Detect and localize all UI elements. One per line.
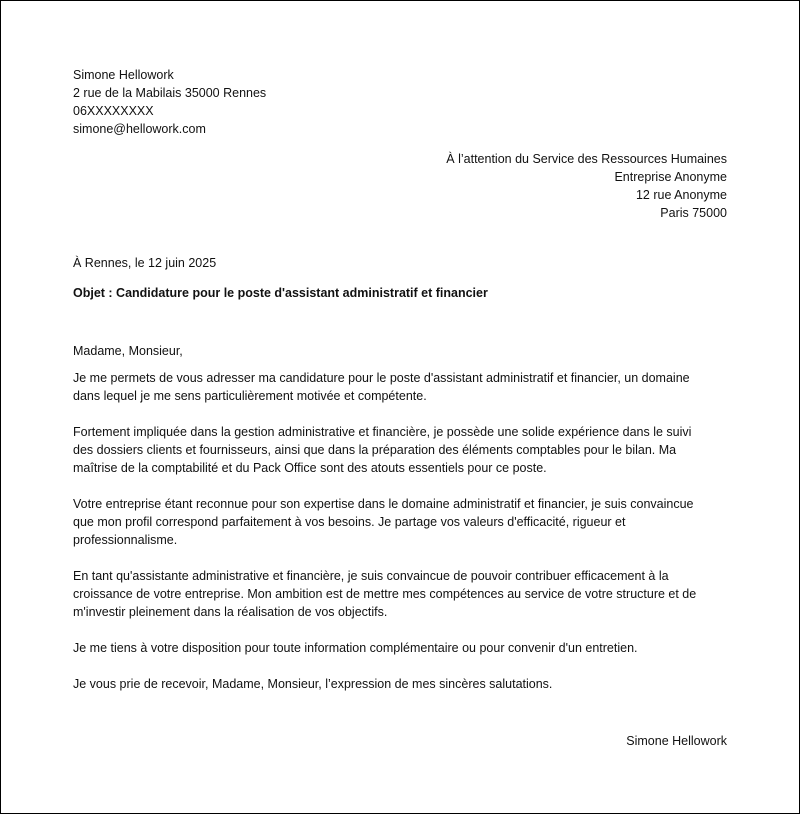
paragraph-line: En tant qu'assistante administrative et financière, je suis convaincue de pouvoir contribuer efficacement à la (73, 569, 669, 583)
sender-name: Simone Hellowork (73, 68, 174, 82)
paragraph-line: que mon profil correspond parfaitement à vos besoins. Je partage vos valeurs d'efficacité, rigueur et (73, 515, 626, 529)
paragraph (73, 639, 729, 657)
paragraph-line: m'investir pleinement dans la réalisation de vos objectifs. (73, 605, 388, 619)
paragraph-line: Je vous prie de recevoir, Madame, Monsieur, l’expression de mes sincères salutations. (73, 677, 553, 691)
paragraph-line: Fortement impliquée dans la gestion administrative et financière, je possède une solide expérience dans le suivi (73, 425, 692, 439)
date-line: À Rennes, le 12 juin 2025 (73, 256, 217, 270)
paragraph (73, 495, 729, 549)
recipient-company: Entreprise Anonyme (614, 170, 727, 184)
letter-body (73, 342, 729, 711)
paragraph-line: des dossiers clients et fournisseurs, ainsi que dans la préparation des éléments comptables pour le bilan. Ma (73, 443, 677, 457)
sender-phone: 06XXXXXXXX (73, 104, 154, 118)
recipient-street: 12 rue Anonyme (635, 188, 727, 202)
subject-line: Objet : Candidature pour le poste d'assistant administratif et financier (73, 286, 488, 300)
paragraph-line: croissance de votre entreprise. Mon ambition est de mettre mes compétences au service de votre structure et de (73, 587, 697, 601)
paragraph (73, 567, 729, 621)
paragraph (73, 675, 729, 693)
sender-email: simone@hellowork.com (73, 122, 206, 136)
recipient-city: Paris 75000 (660, 206, 727, 220)
recipient-block (446, 150, 727, 222)
paragraph-line: Je me permets de vous adresser ma candidature pour le poste d'assistant administratif et financier, un domaine (73, 371, 690, 385)
signature: Simone Hellowork (626, 734, 727, 748)
paragraph-line: Votre entreprise étant reconnue pour son expertise dans le domaine administratif et financier, je suis convaincue (73, 497, 694, 511)
paragraph-line: maîtrise de la comptabilité et du Pack Office sont des atouts essentiels pour ce poste. (73, 461, 547, 475)
sender-address: 2 rue de la Mabilais 35000 Rennes (73, 86, 267, 100)
paragraph (73, 369, 729, 405)
recipient-attention: À l’attention du Service des Ressources Humaines (446, 152, 727, 166)
paragraph-line: Je me tiens à votre disposition pour toute information complémentaire ou pour convenir d'un entretien. (73, 641, 638, 655)
greeting: Madame, Monsieur, (73, 344, 183, 358)
paragraph-line: dans lequel je me sens particulièrement motivée et compétente. (73, 389, 427, 403)
paragraph-line: professionnalisme. (73, 533, 178, 547)
sender-block (73, 66, 266, 138)
paragraph (73, 423, 729, 477)
